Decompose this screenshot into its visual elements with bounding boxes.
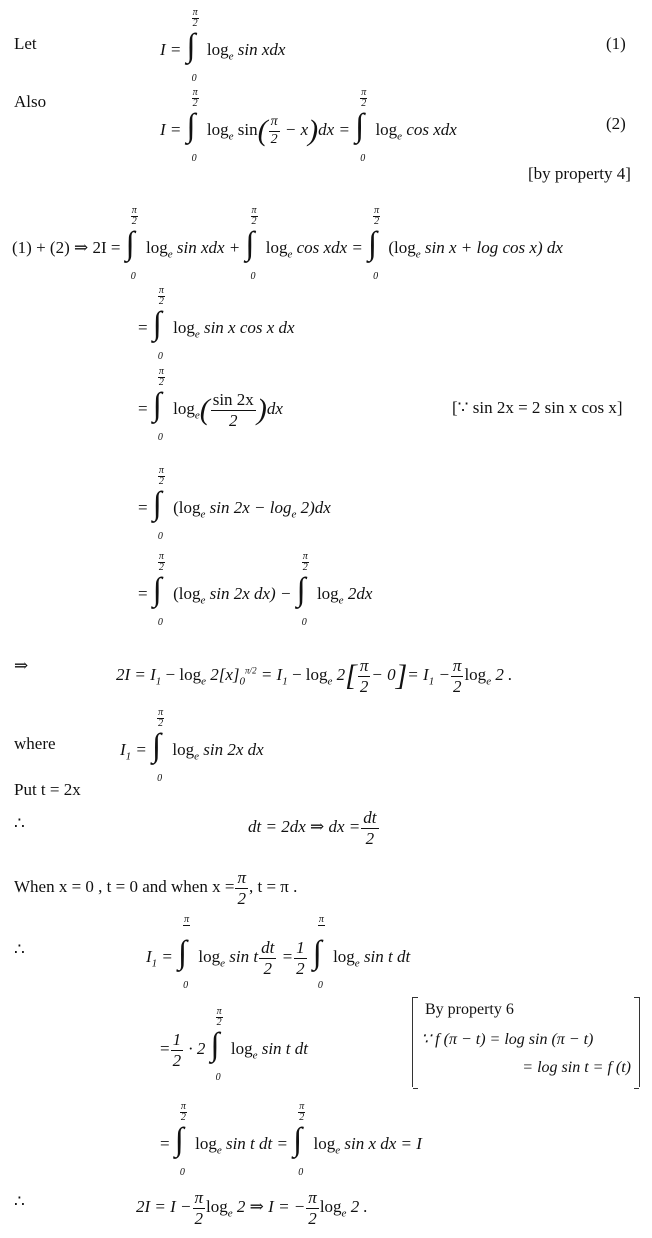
equation-16: ∴ 2I = I − $\frac{\pi}{2}$ $\log_e 2$ ⇒ I = − $\frac{\pi}{2}$ $\log_e 2$ . (14, 1188, 368, 1228)
equation-15: = ∫ π 2 0 $\log_e \sin t$ dt = ∫ π 2 0 $\log_e \sin x$ dx = I (160, 1101, 422, 1178)
equation-2: Also I = ∫ π 2 0 $\log_e \sin$( $\frac{\pi}{2}$ − x)dx = ∫ π 2 0 $\log_e \cos$ xdx (2) [by property 4] (14, 87, 631, 183)
eq-tag-1: (1) (606, 34, 626, 53)
equation-5: = ∫ π 2 0 $\log_e$( $\frac{\sin 2x}{2}$ )dx [∵ sin 2x = 2 sin x cos x] (138, 366, 623, 444)
note-property-4: [by property 4] (528, 164, 631, 183)
label-also: Also (14, 92, 47, 111)
integral-sign: ∫ π 2 0 (186, 87, 198, 164)
integral-sign: ∫ π 2 0 (355, 87, 367, 164)
property-6-box: By property 6 ∵ f (π − t) = log sin (π − t) = log sin t = f (t) (412, 997, 640, 1087)
equation-11: ∴ dt = 2dx ⇒ dx = $\frac{dt}{2}$ (14, 808, 377, 848)
equation-7: = ∫ π 2 0 ($\log_e$ sin 2x dx) − ∫ π 2 0 $\log_e 2dx$ (138, 551, 373, 628)
note-sin2x: [∵ sin 2x = 2 sin x cos x] (452, 398, 623, 417)
equation-4: = ∫ π 2 0 $\log_e \sin x$ cos x dx (138, 285, 295, 362)
equation-13: ∴ $I_1$ = ∫ π 0 $\log_e \sin t$ $\frac{dt}{2}$ = $\frac{1}{2}$ ∫ π 0 $\log_e \sin t$ dt (14, 914, 411, 992)
eq-text: I = (160, 39, 182, 59)
equation-8: ⇒ $2I = I_1 - \log_e 2[x]_0^{\pi/2} = I_1 - \log_e 2$[ $\frac{\pi}{2}$ − $0]= I_1$ − $\frac{\pi}{2}$ $\log_e 2$ . (14, 656, 513, 696)
equation-9: where $I_1$ = ∫ π 2 0 $\log_e \sin 2x$ dx (14, 707, 264, 784)
integral-sign: ∫ π 2 0 (186, 7, 198, 84)
when-line: When x = 0 , t = 0 and when x = $\frac{\pi}{2}$ , t = π . (14, 868, 298, 908)
equation-14: = $\frac{1}{2}$ · 2 ∫ π 2 0 $\log_e \sin t$ dt (160, 1006, 309, 1084)
eq-tag-2: (2) (606, 114, 626, 133)
put-t: Put t = 2x (14, 780, 81, 799)
equation-6: = ∫ π 2 0 ($\log_e$ $\sin 2x - \log_e 2)dx$ (138, 465, 331, 542)
equation-1: Let I = ∫ π 2 0 $\log_e \sin$ xdx (1) (14, 7, 626, 84)
equation-3: (1) + (2) ⇒ 2I = ∫ π 2 0 $\log_e \sin$ xdx + ∫ π 2 0 $\log_e \cos$ xdx = ∫ π 2 0 ($\log_e$ sin x + log cos x) dx (12, 205, 563, 282)
label-let: Let (14, 34, 37, 53)
